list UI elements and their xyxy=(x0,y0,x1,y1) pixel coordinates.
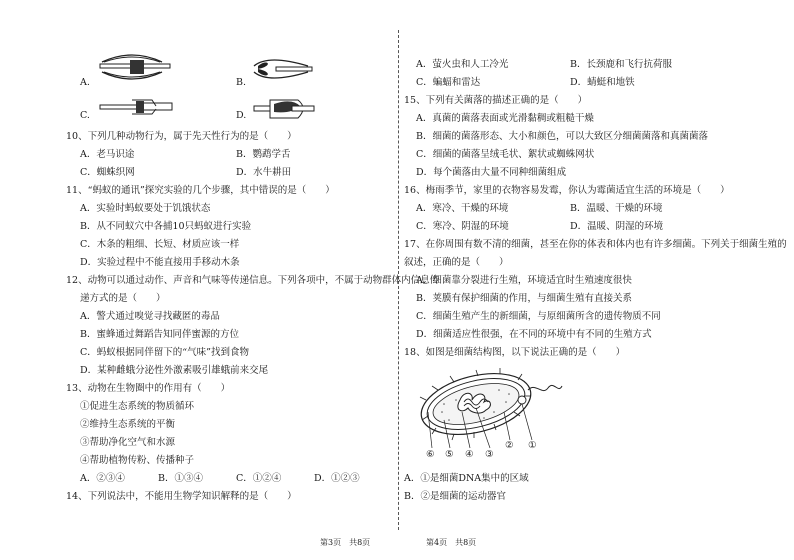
q18-label-1: ① xyxy=(528,440,537,451)
right-page-footer: 第4页 共8页 xyxy=(426,538,477,547)
q18-label-6: ⑥ xyxy=(426,449,435,460)
q18-label-2: ② xyxy=(505,440,514,451)
q15-stem: 15、下列有关菌落的描述正确的是（ ） xyxy=(404,95,588,106)
fig-option-b-label: B. xyxy=(236,77,247,88)
q15-option-c[interactable]: C．细菌的菌落呈绒毛状、絮状或蜘蛛网状 xyxy=(416,149,595,160)
q12-stem-line2: 递方式的是（ ） xyxy=(80,293,166,304)
q18-label-5: ⑤ xyxy=(445,449,454,460)
q11-option-a[interactable]: A．实验时蚂蚁要处于饥饿状态 xyxy=(80,203,211,214)
q16-option-b[interactable]: B．温暖、干燥的环境 xyxy=(570,203,663,214)
q12-option-c[interactable]: C．蚂蚁根据同伴留下的“气味”找到食物 xyxy=(80,347,249,358)
q12-option-b[interactable]: B．蜜蜂通过舞蹈告知同伴蜜源的方位 xyxy=(80,329,239,340)
q17-option-a[interactable]: A．细菌靠分裂进行生殖，环境适宜时生殖速度很快 xyxy=(416,275,632,286)
q12-option-a[interactable]: A．警犬通过嗅觉寻找藏匿的毒品 xyxy=(80,311,220,322)
q13-option-d[interactable]: D．①②③ xyxy=(314,473,360,484)
q17-option-d[interactable]: D．细菌适应性很强，在不同的环境中有不同的生殖方式 xyxy=(416,329,652,340)
left-page-footer: 第3页 共8页 xyxy=(320,538,371,547)
joint-diagram-a xyxy=(92,50,182,86)
q12-stem-line1: 12、动物可以通过动作、声音和气味等传递信息。下列各项中，不属于动物群体内信息传 xyxy=(66,275,440,286)
q11-option-c[interactable]: C．木条的粗细、长短、材质应该一样 xyxy=(80,239,240,250)
q13-option-b[interactable]: B．①③④ xyxy=(158,473,203,484)
q13-option-a[interactable]: A．②③④ xyxy=(80,473,125,484)
q16-option-d[interactable]: D．温暖、阴湿的环境 xyxy=(570,221,664,232)
q18-label-3: ③ xyxy=(485,449,494,460)
q16-option-c[interactable]: C．寒冷、阴湿的环境 xyxy=(416,221,509,232)
q13-item-2: ②维持生态系统的平衡 xyxy=(80,419,176,430)
q10-option-a[interactable]: A．老马识途 xyxy=(80,149,135,160)
q11-option-b[interactable]: B．从不同蚁穴中各捕10只蚂蚁进行实验 xyxy=(80,221,252,232)
q14-option-b[interactable]: B．长颈鹿和飞行抗荷服 xyxy=(570,59,672,70)
q14-option-d[interactable]: D．蜻蜓和地铁 xyxy=(570,77,635,88)
q17-option-b[interactable]: B．荚膜有保护细菌的作用，与细菌生殖有直接关系 xyxy=(416,293,632,304)
q13-item-4: ④帮助植物传粉、传播种子 xyxy=(80,455,195,466)
q10-option-b[interactable]: B．鹦鹉学舌 xyxy=(236,149,291,160)
fig-option-c-label: C. xyxy=(80,110,90,121)
q10-option-d[interactable]: D．水牛耕田 xyxy=(236,167,292,178)
q18-option-a[interactable]: A．①是细菌DNA集中的区域 xyxy=(404,473,529,484)
q10-option-c[interactable]: C．蜘蛛织网 xyxy=(80,167,135,178)
q18-option-b[interactable]: B．②是细菌的运动器官 xyxy=(404,491,506,502)
q13-stem: 13、动物在生物圈中的作用有（ ） xyxy=(66,383,231,394)
q12-option-d[interactable]: D．某种雌蛾分泌性外激素吸引雄蛾前来交尾 xyxy=(80,365,269,376)
q13-item-3: ③帮助净化空气和水源 xyxy=(80,437,176,448)
joint-diagram-c xyxy=(92,92,182,122)
q13-option-c[interactable]: C．①②④ xyxy=(236,473,282,484)
q14-stem: 14、下列说法中，不能用生物学知识解释的是（ ） xyxy=(66,491,297,502)
q18-label-4: ④ xyxy=(465,449,474,460)
joint-diagram-d xyxy=(248,92,318,126)
fig-option-a-label: A. xyxy=(80,77,90,88)
q13-item-1: ①促进生态系统的物质循环 xyxy=(80,401,195,412)
q11-option-d[interactable]: D．实验过程中不能直接用手移动木条 xyxy=(80,257,240,268)
bacterium-diagram xyxy=(414,360,564,460)
q14-option-c[interactable]: C．蝙蝠和雷达 xyxy=(416,77,481,88)
q15-option-d[interactable]: D．每个菌落由大量不同种细菌组成 xyxy=(416,167,567,178)
fig-option-d-label: D. xyxy=(236,110,247,121)
q17-stem-line1: 17、在你周围有数不清的细菌，甚至在你的体表和体内也有许多细菌。下列关于细菌生殖的 xyxy=(404,239,787,250)
q14-option-a[interactable]: A．萤火虫和人工冷光 xyxy=(416,59,509,70)
q16-option-a[interactable]: A．寒冷、干燥的环境 xyxy=(416,203,509,214)
q11-stem: 11、“蚂蚁的通讯”探究实验的几个步骤，其中错误的是（ ） xyxy=(66,185,335,196)
q18-stem: 18、如图是细菌结构图，以下说法正确的是（ ） xyxy=(404,347,626,358)
joint-diagram-b xyxy=(248,52,318,86)
q16-stem: 16、梅雨季节，家里的衣物容易发霉，你认为霉菌适宜生活的环境是（ ） xyxy=(404,185,730,196)
q15-option-b[interactable]: B．细菌的菌落形态、大小和颜色，可以大致区分细菌菌落和真菌菌落 xyxy=(416,131,708,142)
q15-option-a[interactable]: A．真菌的菌落表面或光滑黏稠或粗糙干燥 xyxy=(416,113,594,124)
q10-stem: 10、下列几种动物行为，属于先天性行为的是（ ） xyxy=(66,131,297,142)
q17-stem-line2: 叙述，正确的是（ ） xyxy=(404,257,509,268)
q17-option-c[interactable]: C．细菌生殖产生的新细菌，与原细菌所含的遗传物质不同 xyxy=(416,311,661,322)
